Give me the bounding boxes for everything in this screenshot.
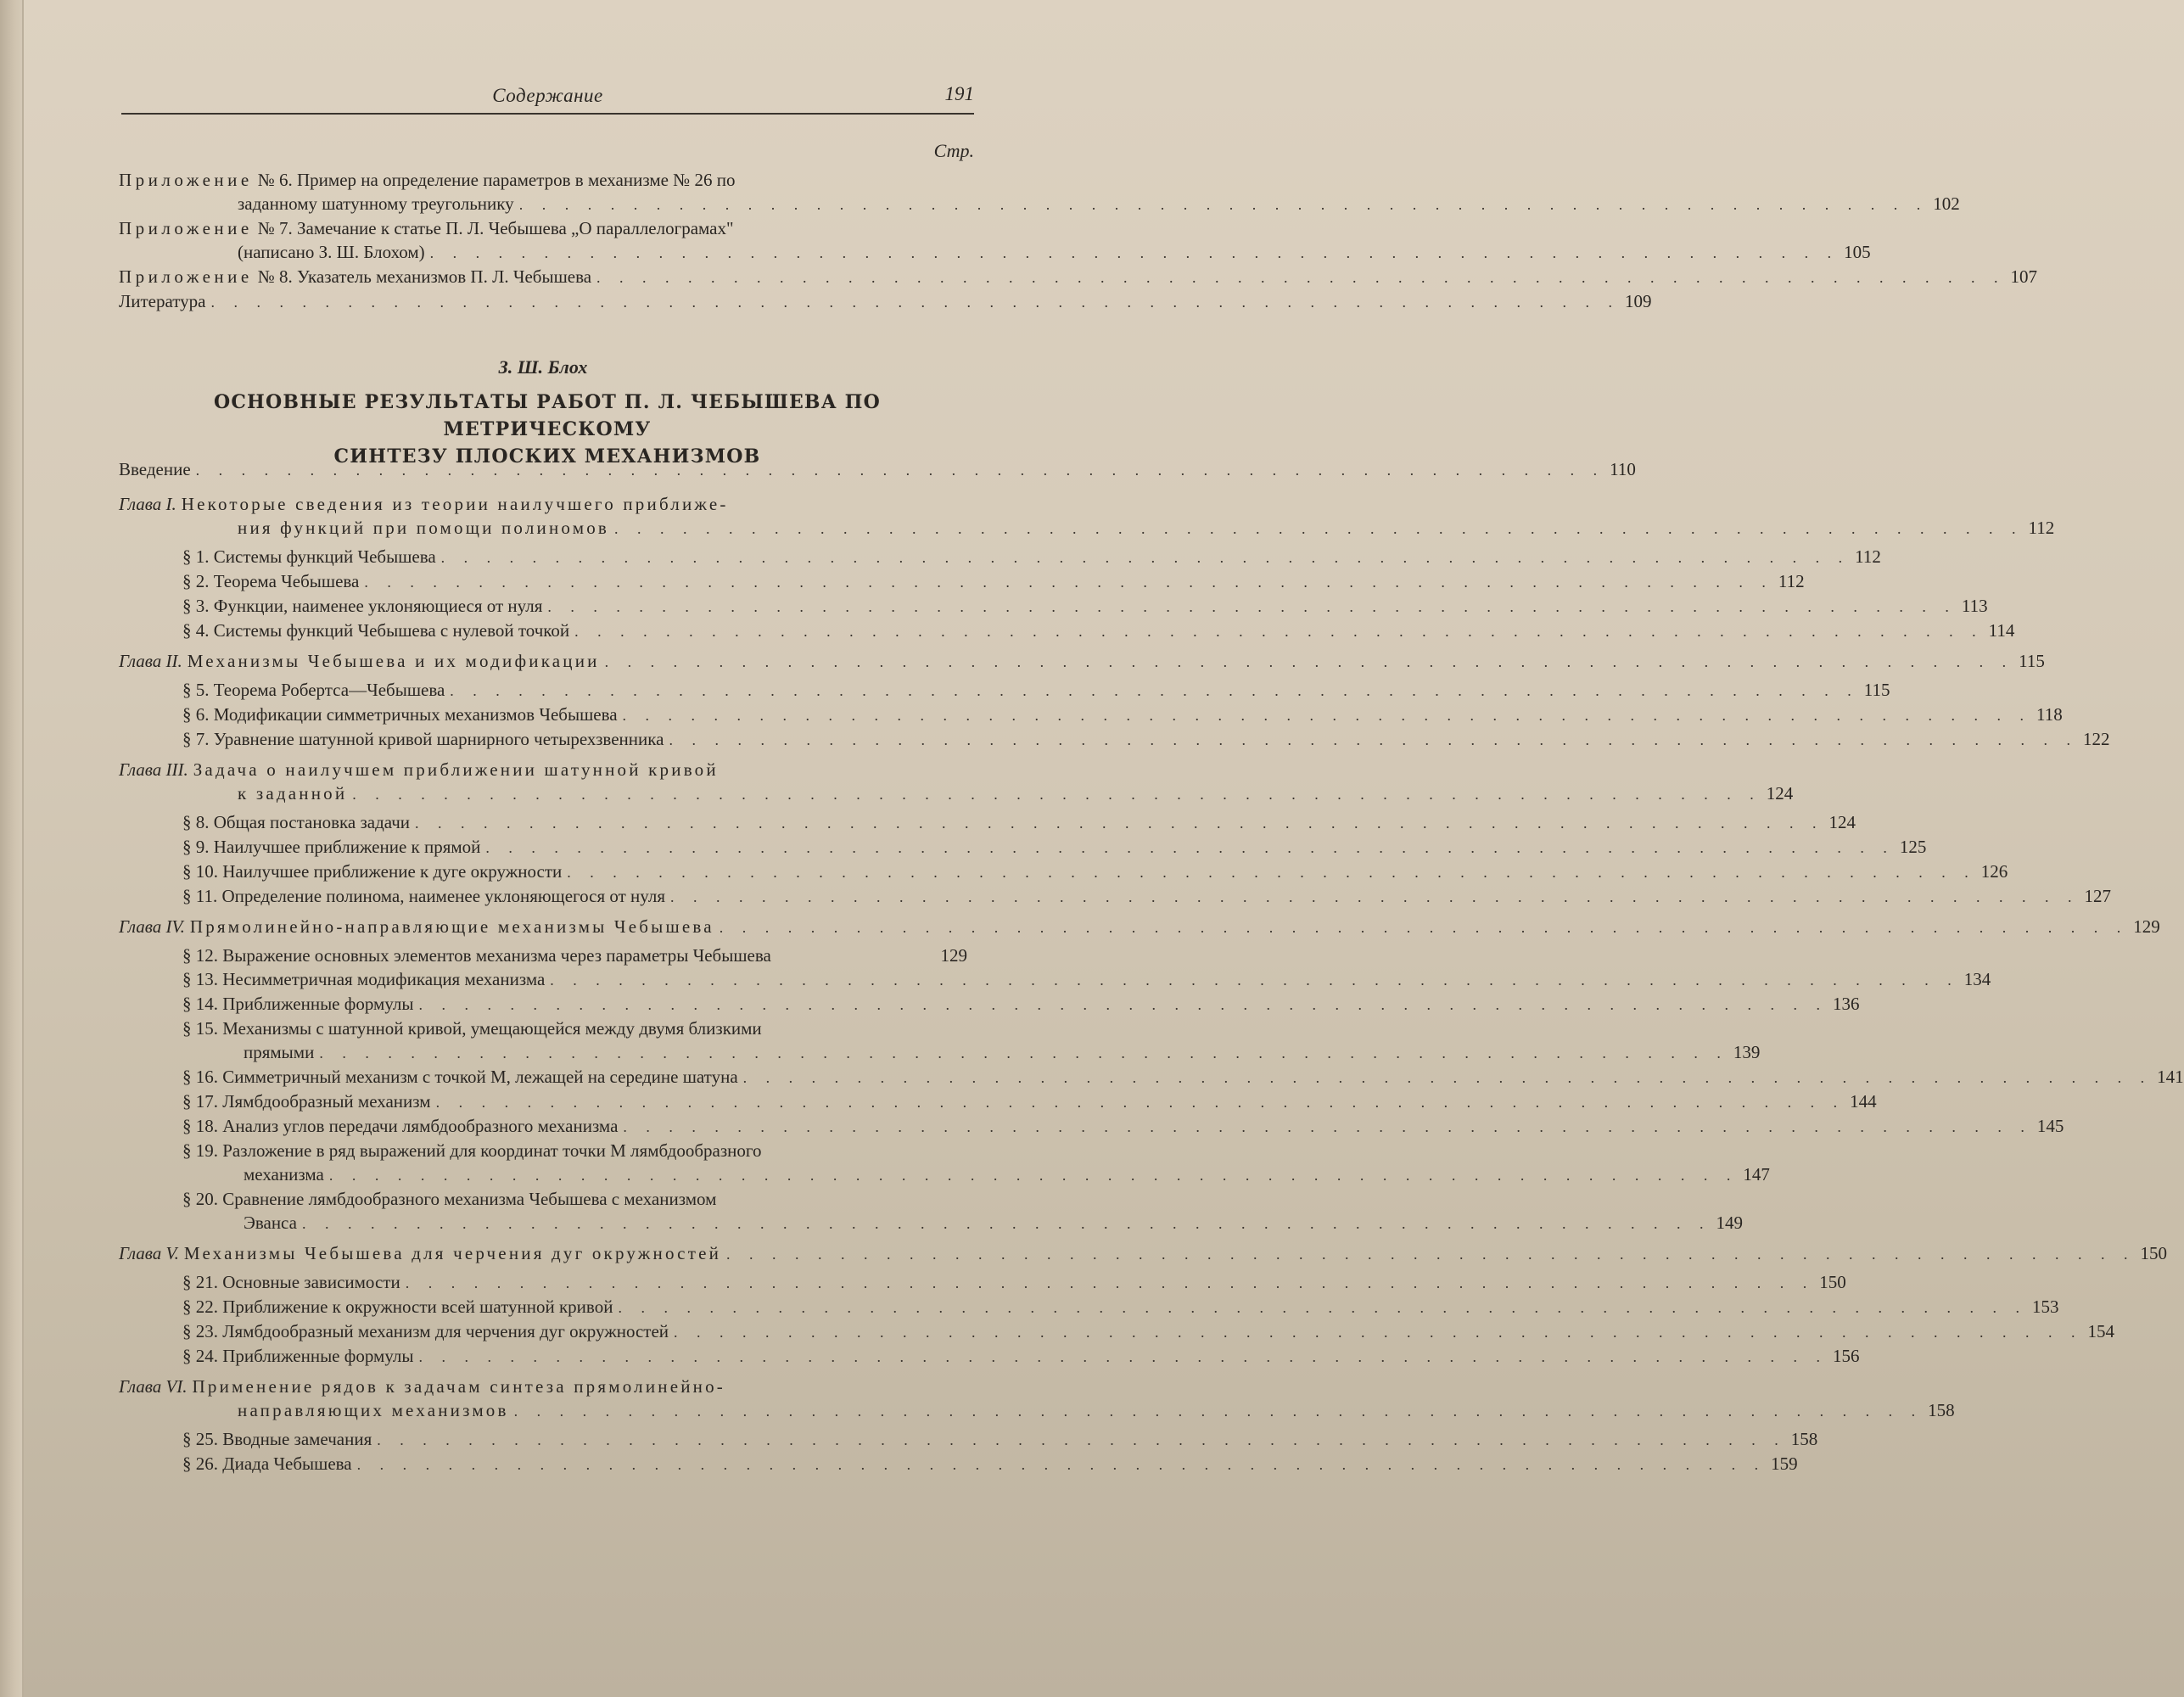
leader-dots: . . . . . . . . . . . . . . . . . . . . . . . . . . . . . . . . . . . . . . . . . . . . . . . . . . . . . . . . . . . . . .: [596, 269, 2006, 286]
work-title-line1: ОСНОВНЫЕ РЕЗУЛЬТАТЫ РАБОТ П. Л. ЧЕБЫШЕВА ПО МЕТРИЧЕСКОМУ: [213, 391, 882, 440]
toc-chapter: [119, 1375, 1955, 1476]
entry-row: [119, 649, 2045, 674]
chapter-title: Механизмы Чебышева и их модификации: [187, 651, 600, 671]
leader-dots: . . . . . . . . . . . . . . . . . . . . . . . . . . . . . . . . . . . . . . . . . . . . . . . . . . . . . . . . . . . . . .: [550, 972, 1959, 989]
toc-entry-appendix: [119, 168, 1960, 216]
chapter-title-cont: направляющих механизмов: [238, 1400, 509, 1420]
leader-dots: . . . . . . . . . . . . . . . . . . . . . . . . . . . . . . . . . . . . . . . . . . . . . . . . . . . . . . . . . . . . . .: [513, 1403, 1924, 1420]
entry-row: [119, 619, 2015, 643]
toc-entry-introduction: [119, 457, 1636, 482]
entry-row: [119, 727, 2110, 752]
entry-row: [119, 1270, 1846, 1295]
leader-dots: . . . . . . . . . . . . . . . . . . . . . . . . . . . . . . . . . . . . . . . . . . . . . . . . . . . . . . . . . . . . . .: [614, 520, 2024, 537]
entry-row: [119, 1375, 967, 1398]
chapter-label: Глава II.: [119, 651, 182, 671]
section-list: [119, 545, 2015, 643]
entry-row: [119, 1211, 1743, 1235]
section-title: § 4. Системы функций Чебышева с нулевой точкой: [182, 620, 570, 641]
entry-row: [119, 884, 2111, 909]
page-ref: 105: [1844, 242, 1871, 262]
entry-row: [119, 1017, 967, 1040]
section-title-cont: прямыми: [244, 1042, 315, 1062]
section-title: § 26. Диада Чебышева: [182, 1453, 352, 1474]
page-ref: 124: [1766, 783, 1794, 804]
leader-dots: . . . . . . . . . . . . . . . . . . . . . . . . . . . . . . . . . . . . . . . . . . . . . . . . . . . . . . . . . . . . . .: [726, 1246, 2136, 1263]
running-head-title: Содержание: [492, 85, 603, 106]
chapter-list: [119, 486, 2184, 1476]
section-title: § 11. Определение полинома, наименее уклоняющегося от нуля: [182, 886, 665, 906]
entry-row: [119, 545, 1881, 569]
leader-dots: . . . . . . . . . . . . . . . . . . . . . . . . . . . . . . . . . . . . . . . . . . . . . . . . . . . . . . . . . . . . . .: [429, 244, 1840, 261]
entry-row: [119, 781, 1794, 806]
entry-row: [119, 944, 967, 967]
chapter-label: Глава VI.: [119, 1376, 188, 1397]
entry-row: [119, 1344, 1860, 1369]
leader-dots: . . . . . . . . . . . . . . . . . . . . . . . . . . . . . . . . . . . . . . . . . . . . . . . . . . . . . . . . . . . . . .: [719, 919, 2129, 936]
toc-chapter: [119, 649, 2110, 752]
appendix-text: № 7. Замечание к статье П. Л. Чебышева „О параллелограмах": [257, 218, 734, 238]
appendix-text-cont: (написано З. Ш. Блохом): [238, 242, 425, 262]
section-title: § 18. Анализ углов передачи лямбдообразного механизма: [182, 1116, 619, 1136]
page-ref: 150: [2140, 1243, 2168, 1263]
entry-row: [119, 1114, 2064, 1139]
chapter-label: Глава III.: [119, 759, 188, 780]
page-ref: 122: [2082, 729, 2110, 749]
page-ref: 109: [1624, 291, 1652, 311]
page-ref: 139: [1733, 1042, 1761, 1062]
leader-dots: . . . . . . . . . . . . . . . . . . . . . . . . . . . . . . . . . . . . . . . . . . . . . . . . . . . . . . . . . . . . . .: [574, 623, 1984, 640]
entry-row: [119, 1162, 1770, 1187]
page-ref: 112: [1778, 571, 1805, 591]
section-title: § 20. Сравнение лямбдообразного механизма Чебышева с механизмом: [182, 1189, 717, 1209]
entry-row: [119, 810, 1856, 835]
section-title: § 22. Приближение к окружности всей шатунной кривой: [182, 1297, 613, 1317]
entry-row: [119, 192, 1960, 216]
leader-dots: . . . . . . . . . . . . . . . . . . . . . . . . . . . . . . . . . . . . . . . . . . . . . . . . . . . . . . . . . . . . . .: [352, 786, 1761, 803]
page-ref: 149: [1716, 1213, 1743, 1233]
page-ref: 156: [1833, 1346, 1860, 1366]
introduction-text: Введение: [119, 459, 191, 479]
entry-row: [119, 516, 2055, 540]
section-title: § 25. Вводные замечания: [182, 1429, 372, 1449]
entry-row: [119, 1139, 967, 1162]
toc-entry-appendix: [119, 216, 1871, 265]
author-name: З. Ш. Блох: [498, 356, 588, 378]
toc-entry-appendix: [119, 289, 1652, 314]
leader-dots: . . . . . . . . . . . . . . . . . . . . . . . . . . . . . . . . . . . . . . . . . . . . . . . . . . . . . . . . . . . . . .: [415, 815, 1824, 832]
leader-dots: . . . . . . . . . . . . . . . . . . . . . . . . . . . . . . . . . . . . . . . . . . . . . . . . . . . . . . . . . . . . . .: [618, 1299, 2027, 1316]
appendix-text: № 8. Указатель механизмов П. Л. Чебышева: [257, 266, 592, 287]
page-ref: 127: [2084, 886, 2111, 906]
entry-row: [119, 1319, 2115, 1344]
entry-row: [119, 1295, 2059, 1319]
page-ref: 113: [1961, 596, 1988, 616]
page-ref: 136: [1833, 994, 1860, 1014]
section-title: § 21. Основные зависимости: [182, 1272, 400, 1292]
toc-entry-appendix: [119, 265, 2038, 289]
entry-row: [119, 1187, 967, 1211]
leader-dots: . . . . . . . . . . . . . . . . . . . . . . . . . . . . . . . . . . . . . . . . . . . . . . . . . . . . . . . . . . . . . .: [622, 707, 2032, 724]
page-ref: 145: [2036, 1116, 2064, 1136]
section-list: [119, 1270, 2115, 1369]
leader-dots: . . . . . . . . . . . . . . . . . . . . . . . . . . . . . . . . . . . . . . . . . . . . . . . . . . . . . . . . . . . . . .: [674, 1324, 2083, 1341]
page-ref: 107: [2010, 266, 2038, 287]
chapter-title-cont: к заданной: [238, 783, 348, 804]
section-title: § 7. Уравнение шатунной кривой шарнирного четырехзвенника: [182, 729, 664, 749]
entry-row: [119, 1398, 1955, 1423]
page-ref: 158: [1928, 1400, 1955, 1420]
leader-dots: . . . . . . . . . . . . . . . . . . . . . . . . . . . . . . . . . . . . . . . . . . . . . . . . . . . . . . . . . . . . . .: [623, 1118, 2032, 1135]
leader-dots: . . . . . . . . . . . . . . . . . . . . . . . . . . . . . . . . . . . . . . . . . . . . . . . . . . . . . . . . . . . . . .: [669, 731, 2078, 748]
section-title: § 9. Наилучшее приближение к прямой: [182, 837, 481, 857]
leader-dots: . . . . . . . . . . . . . . . . . . . . . . . . . . . . . . . . . . . . . . . . . . . . . . . . . . . . . . . . . . . . . .: [328, 1167, 1739, 1184]
page-ref: 124: [1828, 812, 1856, 832]
entry-row: [119, 216, 967, 240]
page-column-label: Стр.: [933, 140, 974, 161]
page-ref: 129: [2133, 916, 2160, 937]
page-ref: 110: [1610, 459, 1636, 479]
section-list: [119, 944, 2184, 1235]
page-ref: 134: [1963, 969, 1991, 989]
chapter-label: Глава IV.: [119, 916, 185, 937]
leader-dots: . . . . . . . . . . . . . . . . . . . . . . . . . . . . . . . . . . . . . . . . . . . . . . . . . . . . . . . . . . . . . .: [405, 1274, 1815, 1291]
entry-row: [119, 758, 967, 781]
page-ref: 112: [1855, 546, 1881, 567]
chapter-title-cont: ния функций при помощи полиномов: [238, 518, 610, 538]
section-title: § 10. Наилучшее приближение к дуге окружности: [182, 861, 563, 882]
page-ref: 159: [1771, 1453, 1798, 1474]
appendix-text: № 6. Пример на определение параметров в механизме № 26 по: [257, 170, 736, 190]
section-title: § 17. Лямбдообразный механизм: [182, 1091, 431, 1112]
section-title: § 14. Приближенные формулы: [182, 994, 414, 1014]
page-ref: 114: [1988, 620, 2015, 641]
page-ref: 112: [2028, 518, 2055, 538]
page-ref: 147: [1743, 1164, 1770, 1185]
entry-row: [119, 703, 2063, 727]
section-title: § 5. Теорема Робертса—Чебышева: [182, 680, 445, 700]
section-title-cont: механизма: [244, 1164, 324, 1185]
chapter-title: Применение рядов к задачам синтеза прямолинейно-: [192, 1376, 726, 1397]
page-ref: 144: [1850, 1091, 1877, 1112]
entry-row: [119, 1065, 2184, 1089]
leader-dots: . . . . . . . . . . . . . . . . . . . . . . . . . . . . . . . . . . . . . . . . . . . . . . . . . . . . . . . . . . . . . .: [450, 682, 1859, 699]
page-ref: 126: [1980, 861, 2008, 882]
chapter-title: Механизмы Чебышева для черчения дуг окружностей: [183, 1243, 722, 1263]
appendix-text-cont: заданному шатунному треугольнику: [238, 193, 514, 214]
chapter-label: Глава V.: [119, 1243, 179, 1263]
page-ref: 118: [2036, 704, 2063, 725]
leader-dots: . . . . . . . . . . . . . . . . . . . . . . . . . . . . . . . . . . . . . . . . . . . . . . . . . . . . . . . . . . . . . .: [435, 1094, 1845, 1111]
section-list: [119, 1427, 1818, 1476]
leader-dots: . . . . . . . . . . . . . . . . . . . . . . . . . . . . . . . . . . . . . . . . . . . . . . . . . . . . . . . . . . . . . .: [670, 888, 2080, 905]
entry-row: [119, 967, 1991, 992]
page-ref: 154: [2087, 1321, 2115, 1341]
literature-entry: Литература: [119, 291, 206, 311]
entry-row: [119, 265, 2038, 289]
chapter-title: Прямолинейно-направляющие механизмы Чебышева: [189, 916, 714, 937]
section-list: [119, 810, 2111, 909]
leader-dots: . . . . . . . . . . . . . . . . . . . . . . . . . . . . . . . . . . . . . . . . . . . . . . . . . . . . . . . . . . . . . .: [377, 1431, 1786, 1448]
chapter-title: Задача о наилучшем приближении шатунной кривой: [193, 759, 719, 780]
page-number: 191: [944, 83, 974, 104]
page-ref: 141: [2157, 1067, 2184, 1087]
toc-chapter: [119, 492, 2055, 643]
header-rule: [121, 113, 974, 115]
leader-dots: . . . . . . . . . . . . . . . . . . . . . . . . . . . . . . . . . . . . . . . . . . . . . . . . . . . . . . . . . . . . . .: [418, 996, 1828, 1013]
entry-row: [119, 492, 967, 516]
section-title: § 13. Несимметричная модификация механизма: [182, 969, 546, 989]
section-title-cont: Эванса: [244, 1213, 297, 1233]
entry-row: [119, 1452, 1798, 1476]
entry-row: [119, 168, 967, 192]
entry-row: [119, 835, 1927, 860]
section-title: § 19. Разложение в ряд выражений для координат точки М лямбдообразного: [182, 1140, 762, 1161]
entry-row: [119, 915, 2160, 939]
leader-dots: . . . . . . . . . . . . . . . . . . . . . . . . . . . . . . . . . . . . . . . . . . . . . . . . . . . . . . . . . . . . . .: [547, 598, 1957, 615]
appendix-label: Приложение: [119, 218, 253, 238]
toc-chapter: [119, 1241, 2168, 1369]
leader-dots: . . . . . . . . . . . . . . . . . . . . . . . . . . . . . . . . . . . . . . . . . . . . . . . . . . . . . . . . . . . . . .: [210, 294, 1620, 311]
page-ref: 158: [1790, 1429, 1818, 1449]
leader-dots: . . . . . . . . . . . . . . . . . . . . . . . . . . . . . . . . . . . . . . . . . . . . . . . . . . . . . . . . . . . . . .: [418, 1348, 1828, 1365]
page-ref: 115: [1863, 680, 1890, 700]
section-title: § 3. Функции, наименее уклоняющиеся от нуля: [182, 596, 543, 616]
entry-row: [119, 594, 1988, 619]
leader-dots: . . . . . . . . . . . . . . . . . . . . . . . . . . . . . . . . . . . . . . . . . . . . . . . . . . . . . . . . . . . . . .: [567, 864, 1976, 881]
section-title: § 15. Механизмы с шатунной кривой, умещающейся между двумя близкими: [182, 1018, 762, 1039]
section-title: § 16. Симметричный механизм с точкой М, лежащей на середине шатуна: [182, 1067, 738, 1087]
entry-row: [119, 569, 1805, 594]
chapter-label: Глава I.: [119, 494, 176, 514]
page-ref: 150: [1819, 1272, 1846, 1292]
leader-dots: . . . . . . . . . . . . . . . . . . . . . . . . . . . . . . . . . . . . . . . . . . . . . . . . . . . . . . . . . . . . . .: [301, 1215, 1711, 1232]
section-list: [119, 678, 2110, 752]
introduction-entry-wrap: [119, 457, 1636, 482]
appendix-list: [119, 168, 2038, 314]
leader-dots: . . . . . . . . . . . . . . . . . . . . . . . . . . . . . . . . . . . . . . . . . . . . . . . . . . . . . . . . . . . . . .: [518, 196, 1929, 213]
running-head: [121, 80, 974, 114]
entry-row: [119, 992, 1860, 1017]
toc-chapter: [119, 915, 2184, 1235]
chapter-title: Некоторые сведения из теории наилучшего приближе-: [181, 494, 729, 514]
leader-dots: . . . . . . . . . . . . . . . . . . . . . . . . . . . . . . . . . . . . . . . . . . . . . . . . . . . . . . . . . . . . . .: [604, 653, 2014, 670]
entry-row: [119, 289, 1652, 314]
leader-dots: . . . . . . . . . . . . . . . . . . . . . . . . . . . . . . . . . . . . . . . . . . . . . . . . . . . . . . . . . . . . . .: [742, 1069, 2153, 1086]
section-title: § 23. Лямбдообразный механизм для черчения дуг окружностей: [182, 1321, 669, 1341]
toc-chapter: [119, 758, 2111, 909]
page-ref: 102: [1933, 193, 1960, 214]
work-title-line2: СИНТЕЗУ ПЛОСКИХ МЕХАНИЗМОВ: [333, 445, 761, 468]
entry-row: [119, 678, 1890, 703]
leader-dots: . . . . . . . . . . . . . . . . . . . . . . . . . . . . . . . . . . . . . . . . . . . . . . . . . . . . . . . . . . . . . .: [356, 1456, 1767, 1473]
entry-row: [119, 1089, 1877, 1114]
leader-dots: . . . . . . . . . . . . . . . . . . . . . . . . . . . . . . . . . . . . . . . . . . . . . . . . . . . . . . . . . . . . . .: [195, 462, 1605, 479]
appendix-label: Приложение: [119, 170, 253, 190]
section-title: § 12. Выражение основных элементов механизма через параметры Чебышева: [182, 945, 771, 966]
page-ref: 125: [1899, 837, 1927, 857]
section-title: § 8. Общая постановка задачи: [182, 812, 411, 832]
leader-dots: . . . . . . . . . . . . . . . . . . . . . . . . . . . . . . . . . . . . . . . . . . . . . . . . . . . . . . . . . . . . . .: [319, 1045, 1728, 1061]
leader-dots: . . . . . . . . . . . . . . . . . . . . . . . . . . . . . . . . . . . . . . . . . . . . . . . . . . . . . . . . . . . . . .: [364, 574, 1773, 591]
page-ref: 153: [2031, 1297, 2059, 1317]
leader-dots: . . . . . . . . . . . . . . . . . . . . . . . . . . . . . . . . . . . . . . . . . . . . . . . . . . . . . . . . . . . . . .: [485, 839, 1895, 856]
section-title: § 1. Системы функций Чебышева: [182, 546, 436, 567]
page-ref: 129: [940, 945, 967, 966]
leader-dots: . . . . . . . . . . . . . . . . . . . . . . . . . . . . . . . . . . . . . . . . . . . . . . . . . . . . . . . . . . . . . .: [440, 549, 1851, 566]
entry-row: [119, 1040, 1761, 1065]
entry-row: [119, 457, 1636, 482]
entry-row: [119, 1427, 1818, 1452]
appendix-label: Приложение: [119, 266, 253, 287]
entry-row: [119, 860, 2008, 884]
section-title: § 2. Теорема Чебышева: [182, 571, 360, 591]
section-title: § 6. Модификации симметричных механизмов Чебышева: [182, 704, 618, 725]
section-title: § 24. Приближенные формулы: [182, 1346, 414, 1366]
entry-row: [119, 1241, 2168, 1266]
entry-row: [119, 240, 1871, 265]
page-ref: 115: [2019, 651, 2045, 671]
